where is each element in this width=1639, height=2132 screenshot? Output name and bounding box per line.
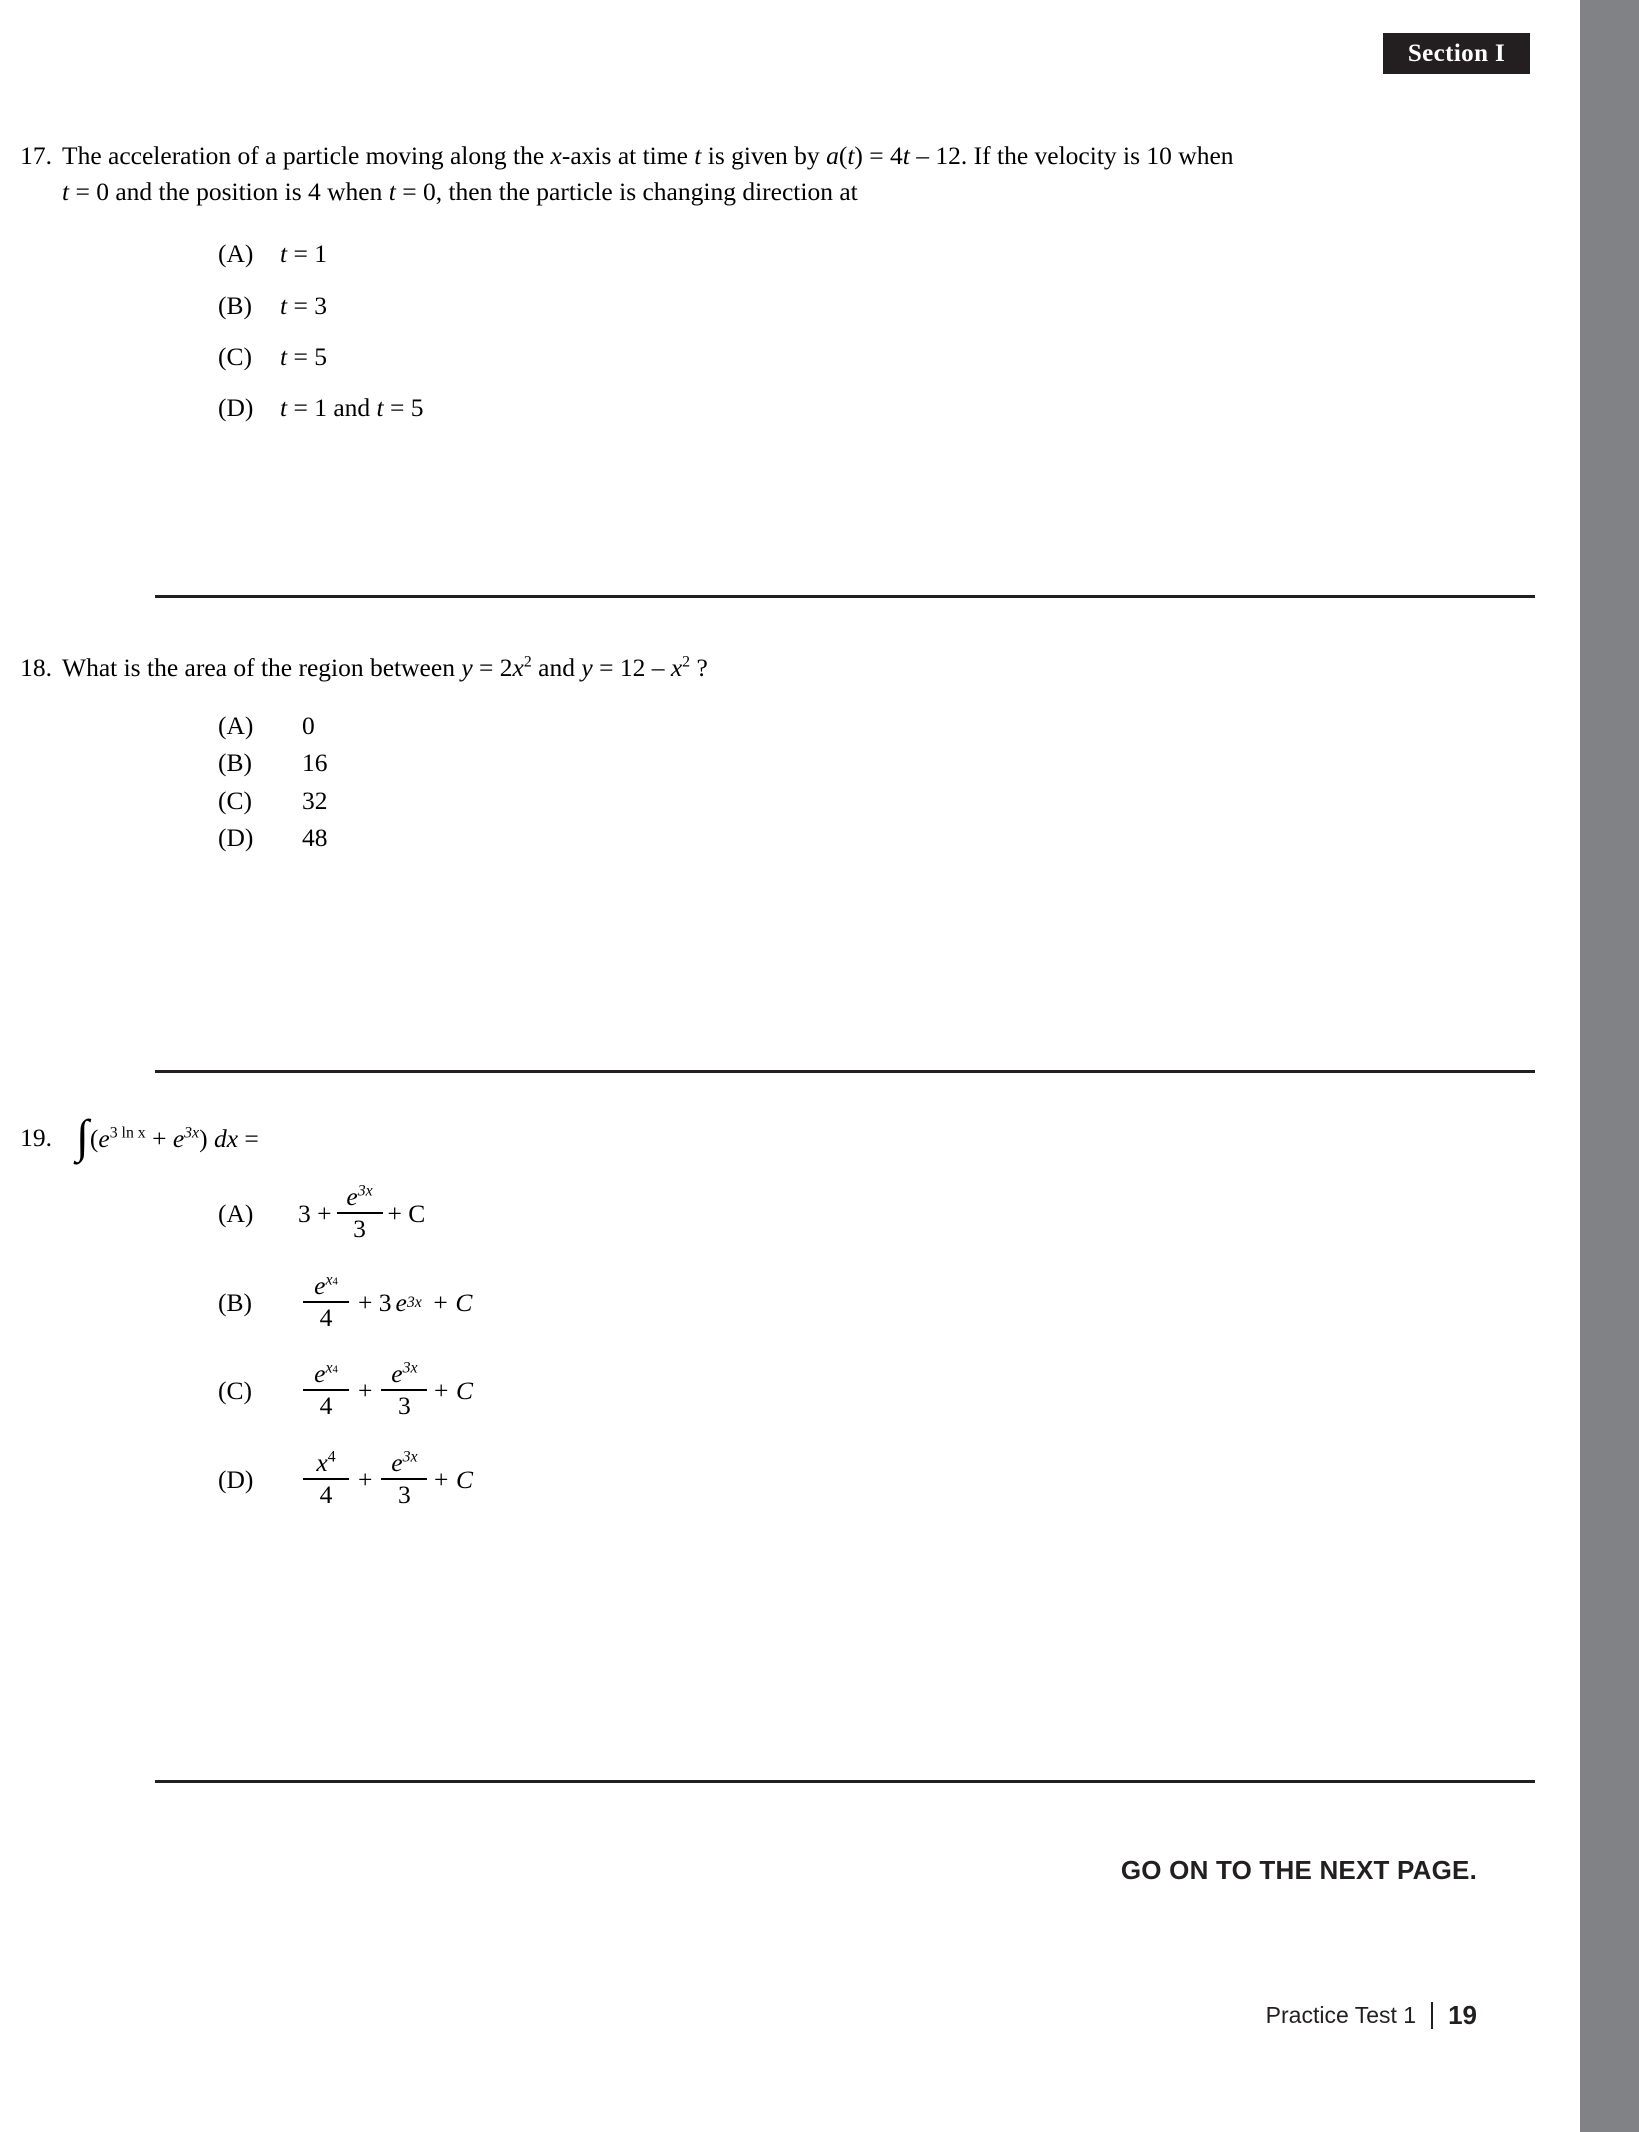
choice-label-a: (A) [218,1199,254,1229]
q17-choice-a-var: t [280,239,288,269]
q17-l2-var-t1: t [62,177,70,207]
q19b-term-base: e [395,1287,407,1317]
choice-value-c: 32 [302,785,328,815]
q19-exponent-2: 3x [184,1124,200,1142]
page-footer [1266,2000,1477,2031]
q19b-mid: + 3 [358,1287,392,1317]
q17-text-part-e: – 12. If the velocity is 10 when [909,141,1234,170]
choice-text-b [270,288,327,324]
integral-symbol: ∫ [76,1111,89,1163]
q17-func-a: a [826,141,839,170]
q19d-num2-exponent: 3x [402,1448,418,1466]
q19-plus: + [145,1124,173,1153]
question-18 [0,650,1580,857]
q19d-num1-exponent-sup: 4 [327,1448,336,1466]
question-19-choice-b[interactable] [218,1270,1580,1333]
question-19 [0,1111,1580,1524]
divider-after-question-18 [155,1070,1535,1073]
practice-test-label: Practice Test 1 [1265,2002,1417,2028]
q19d-num1-base: x [316,1447,328,1477]
question-17-choices [0,236,1580,426]
q19c-numerator-2 [386,1361,422,1389]
question-17-choice-c[interactable] [218,339,1580,375]
section-badge-label: Section I [1407,39,1506,67]
question-17-prompt [0,138,1580,210]
q18-var-x2: x [670,653,683,682]
q19-base-e2: e [172,1124,185,1153]
choice-label-a: (A) [218,239,254,269]
q17-choice-d-var2: t [376,393,384,423]
q17-choice-c-rest: = 5 [287,341,327,371]
go-on-next-page-notice: GO ON TO THE NEXT PAGE. [1120,1855,1477,1885]
q17-text-part-a: The acceleration of a particle moving along the [62,141,551,170]
q17-text-part-d: ) = 4 [854,141,903,170]
q19d-num2-base: e [391,1447,403,1477]
q19-exponent-1: 3 ln x [109,1124,146,1142]
question-19-choices [0,1182,1580,1509]
page-gutter-bar [1580,0,1639,2132]
q19-equals: = [238,1124,259,1153]
question-18-choice-a[interactable] [218,708,1580,744]
q19a-num-base: e [346,1182,358,1212]
q19a-denominator: 3 [353,1213,366,1243]
question-18-choices [0,708,1580,856]
q19c-tail: + C [432,1376,473,1406]
q19d-mid: + [358,1464,373,1494]
q17-choice-d-var: t [280,393,288,423]
question-17-choice-b[interactable] [218,288,1580,324]
q19b-fraction [303,1270,349,1332]
question-17-text: The acceleration of a particle moving along the x-axis at time t is given by a(t) = 4t – 12. If the velocity is 10 when t = 0 and the position is 4 when t = 0, then the particle is changing direction at [62,138,1234,210]
q19c-mid: + [358,1376,373,1406]
question-17 [0,138,1580,441]
q19a-num-exponent: 3x [357,1182,373,1200]
question-19-choice-d[interactable] [218,1447,1580,1510]
q17-text-part-c: is given by [701,141,827,170]
choice-label-a: (A) [218,711,254,741]
q19c-denominator-1: 4 [319,1391,333,1421]
q18-var-y1: y [461,653,473,682]
q19a-numerator [341,1184,377,1212]
q18-part-b: = 2 [472,653,513,682]
q17-func-arg-t: t [847,141,855,170]
q19b-num-exponent-sup: 4 [332,1275,338,1288]
q17-l2-part-a: = 0 and the position is 4 when [69,177,389,207]
choice-label-c: (C) [218,1376,252,1406]
question-18-choice-b[interactable] [218,745,1580,781]
choice-label-c: (C) [218,785,252,815]
q17-l2-part-b: = 0, then the particle is changing direction at [395,177,858,207]
q19b-num-base: e [314,1270,326,1300]
question-18-choice-d[interactable] [218,820,1580,856]
choice-label-b: (B) [218,748,252,778]
question-18-prompt [0,650,1580,686]
question-19-choice-a[interactable] [218,1182,1580,1244]
q18-var-x1: x [512,653,524,682]
question-17-text-line2 [62,174,1234,210]
page-number: 19 [1448,2000,1477,2030]
q19b-numerator [309,1270,343,1301]
q19c-num1-exponent-sup: 4 [332,1363,338,1376]
q19-differential-x: x [226,1124,239,1153]
q17-choice-a-rest: = 1 [287,239,327,269]
choice-expression-b: $\frac{e^{x4}}{4}$ + 3 e 3x + C [280,1274,472,1333]
choice-text-d [270,390,424,426]
choice-label-c: (C) [218,341,252,371]
q19c-fraction-2 [381,1361,427,1420]
question-17-number: 17. [20,141,52,170]
q19d-fraction-2 [381,1447,427,1509]
q17-var-t2: t [902,141,910,170]
choice-text-a [270,236,327,272]
choice-label-d: (D) [218,393,254,423]
choice-label-d: (D) [218,1464,254,1494]
choice-text-c [270,339,327,375]
question-19-choice-c[interactable] [218,1359,1580,1421]
q19-close-paren: ) [199,1124,208,1153]
choice-label-b: (B) [218,1287,252,1317]
q19c-num2-exponent: 3x [402,1359,418,1377]
choice-value-b: 16 [302,748,328,778]
q18-part-a: What is the area of the region between [62,653,462,682]
q19d-numerator-2 [386,1447,422,1478]
question-19-prompt [0,1111,1580,1163]
q19c-denominator-2: 3 [398,1391,411,1421]
choice-value-a: 0 [302,711,315,741]
q18-part-d: = 12 – [592,653,671,682]
q17-choice-b-rest: = 3 [287,290,327,320]
q18-part-c: and [531,653,582,682]
q17-choice-c-var: t [280,341,288,371]
q17-l2-var-t2: t [388,177,396,207]
q18-part-e: ? [690,653,708,682]
q19d-denominator-2: 3 [398,1479,411,1509]
choice-expression-a [280,1182,426,1244]
q19a-lead: 3 + [298,1199,332,1229]
q19c-num1-base: e [314,1359,326,1389]
divider-after-question-17 [155,595,1535,598]
q17-text-part-b: -axis at time [561,141,695,170]
choice-label-d: (D) [218,822,254,852]
q19a-tail: + C [387,1199,426,1229]
question-18-number: 18. [20,653,52,682]
q18-exp-1: 2 [523,653,532,671]
q19d-numerator-1 [311,1447,340,1478]
q19b-num-exponent-base: x [325,1271,333,1289]
q19c-numerator-1 [309,1361,343,1389]
q19c-fraction-1 [303,1361,349,1420]
choice-expression-d [280,1447,473,1510]
q19a-fraction [337,1184,383,1243]
footer-separator [1431,2002,1433,2029]
q19b-denominator: 4 [319,1302,333,1332]
q17-choice-d-rest2: = 5 [383,393,424,423]
q19c-num2-base: e [391,1359,403,1389]
q17-choice-b-var: t [280,290,288,320]
choice-expression-c [280,1359,473,1421]
q19-base-e1: e [98,1124,110,1153]
question-19-number: 19. [20,1123,52,1152]
q17-var-x: x [550,141,562,170]
choice-label-b: (B) [218,290,252,320]
q19d-fraction-1 [303,1447,349,1509]
q19-open-paren: ( [89,1124,99,1153]
question-17-choice-d[interactable] [218,390,1580,426]
q19b-tail: + C [431,1287,473,1317]
choice-value-d: 48 [302,822,328,852]
q18-var-y2: y [581,653,593,682]
q19d-tail: + C [432,1464,473,1494]
divider-before-footer [155,1780,1535,1783]
question-18-text [62,650,708,686]
question-17-choice-a[interactable] [218,236,1580,272]
question-18-choice-c[interactable] [218,783,1580,819]
q17-choice-d-rest: = 1 and [287,393,377,423]
q19-differential-d: d [213,1124,227,1153]
q19d-denominator-1: 4 [319,1479,333,1509]
q18-exp-2: 2 [682,653,691,671]
question-19-expression [62,1111,259,1163]
q19c-num1-exponent-base: x [325,1359,333,1377]
q17-var-t: t [694,141,702,170]
